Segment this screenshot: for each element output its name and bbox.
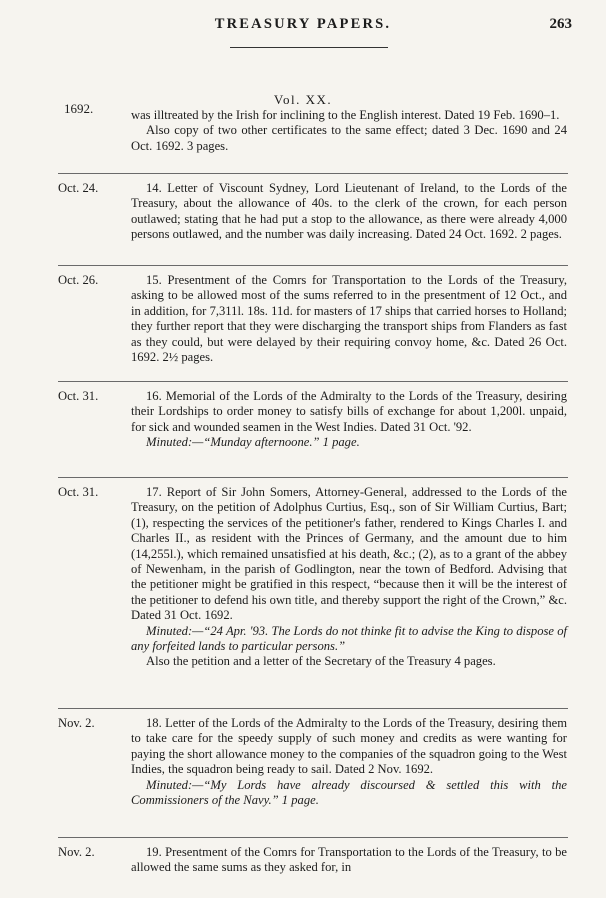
entry-divider	[58, 837, 568, 838]
entry-divider	[58, 708, 568, 709]
minuted-note: Minuted:—“24 Apr. '93. The Lords do not thinke fit to advise the King to dispose of any forfeited lands to particular persons.”	[131, 623, 567, 654]
entry-date: Nov. 2.	[58, 845, 95, 859]
paragraph: Also copy of two other certificates to the same effect; dated 3 Dec. 1690 and 24 Oct. 1692. 3 pages.	[131, 123, 567, 153]
entry-divider	[58, 265, 568, 266]
minuted-note: Minuted:—“Munday afternoone.” 1 page.	[146, 435, 360, 450]
year-marker: 1692.	[64, 101, 94, 116]
page-header	[0, 16, 606, 40]
entry-divider	[58, 381, 568, 382]
entry-date: Oct. 26.	[58, 273, 99, 287]
entry-date: Oct. 31.	[58, 485, 99, 499]
paragraph: 17. Report of Sir John Somers, Attorney-General, addressed to the Lords of the Treasury, on the petition of Adolphus Curtius, Esq., son of Sir William Curtius, Bart; (1), respecting the services of the petitioner's father, rendered to Kings Charles I. and Charles II., as resident with the Princes of Germany, and the amount due to him (14,255l.), which remained unsatisfied at his death, &c.; (2), as to a grant of the abbey of Newenham, in the parish of Godlington, near the town of Bedford. Advising that the petitioner might be gratified in this respect, “because then it will be the interest of the petitioner to defend his own title, and thereby support the right of the Crown,” &c. Dated 31 Oct. 1692.	[131, 485, 567, 623]
minuted-note: Minuted:—“My Lords have already discoursed & settled this with the Commissioners of the Navy.” 1 page.	[131, 777, 567, 808]
paragraph: 16. Memorial of the Lords of the Admiralty to the Lords of the Treasury, desiring their Lordships to order money to satisfy bills of exchange for about 1,200l. unpaid, for sick and wounded seamen in the West Indies. Dated 31 Oct. '92.	[131, 389, 567, 434]
running-title: TREASURY PAPERS.	[214, 16, 392, 32]
paragraph: 15. Presentment of the Comrs for Transportation to the Lords of the Treasury, asking to be allowed most of the sums referred to in the presentment of 12 Oct., and in addition, for 7,311l. 18s. 11d. for masters of 17 ships that carried horses to Holland; they further report that they were discharging the transport ships from Flanders as fast as they could, but were delayed by their requiring convoy home, &c. Dated 26 Oct. 1692. 2½ pages.	[131, 273, 567, 365]
paragraph: Also the petition and a letter of the Secretary of the Treasury 4 pages.	[146, 654, 496, 669]
volume-label: Vol. XX.	[273, 92, 333, 107]
entry-divider	[58, 477, 568, 478]
entry-date: Oct. 24.	[58, 181, 99, 195]
entry-date: Nov. 2.	[58, 716, 95, 730]
header-rule	[230, 47, 388, 48]
entry-date: Oct. 31.	[58, 389, 99, 403]
paragraph: 19. Presentment of the Comrs for Transportation to the Lords of the Treasury, to be allowed the same sums as they asked for, in	[131, 845, 567, 875]
paragraph: was illtreated by the Irish for inclining to the English interest. Dated 19 Feb. 1690–1.	[131, 108, 560, 122]
page-number: 263	[549, 16, 572, 32]
entry-divider	[58, 173, 568, 174]
paragraph: 18. Letter of the Lords of the Admiralty to the Lords of the Treasury, desiring them to take care for the speedy supply of such money and credits as were wanting for paying the short allowance money to the companies of the squadron going to the West Indies, the squadron being ready to sail. Dated 2 Nov. 1692.	[131, 716, 567, 777]
paragraph: 14. Letter of Viscount Sydney, Lord Lieutenant of Ireland, to the Lords of the Treasury, about the allowance of 40s. to the clerk of the crown, for each person outlawed; stating that he had put a stop to the allowance, as there were already 4,000 persons outlawed, and the number was daily increasing. Dated 24 Oct. 1692. 2 pages.	[131, 181, 567, 242]
